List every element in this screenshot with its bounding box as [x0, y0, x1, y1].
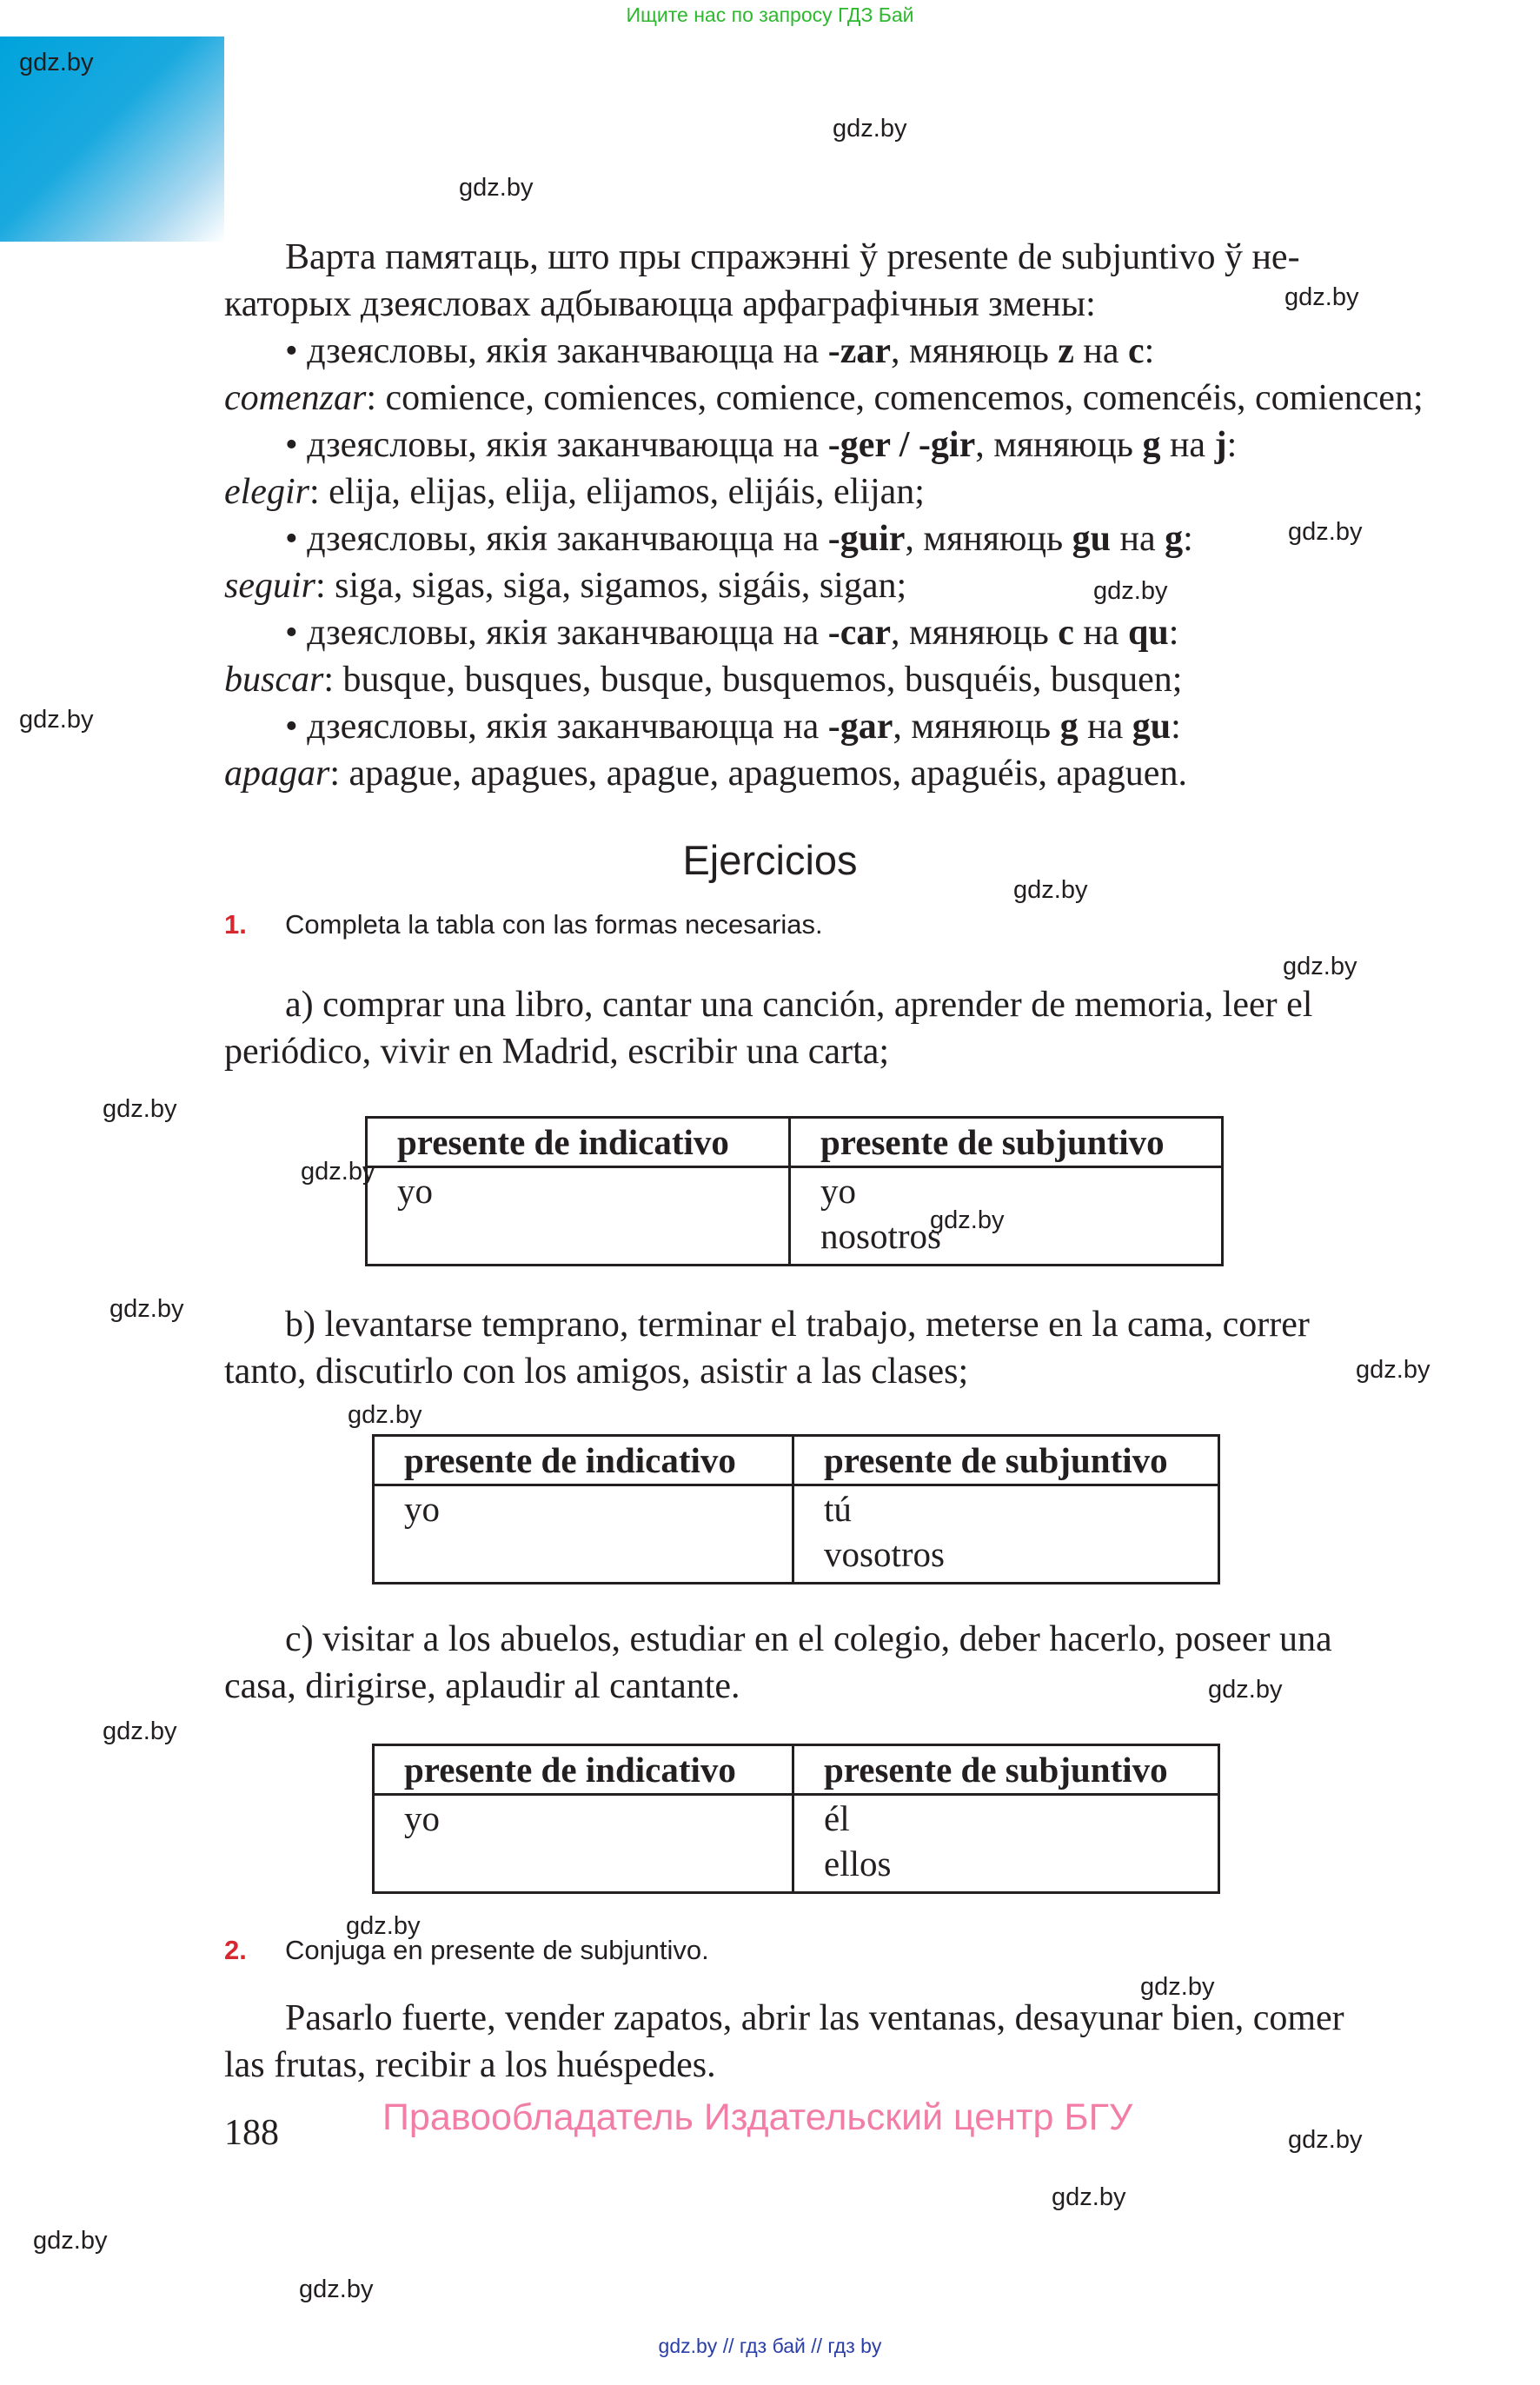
exercise-text: b) levantarse temprano, terminar el trabajo, meterse en la cama, correr [285, 1305, 1310, 1345]
task-instruction: Completa la tabla con las formas necesarias. [285, 909, 823, 940]
watermark: gdz.by [301, 1158, 375, 1186]
conjugation-table [372, 1434, 1220, 1584]
watermark: gdz.by [1208, 1676, 1283, 1704]
table-header: presente de indicativo [374, 1745, 793, 1795]
table-header: presente de subjuntivo [790, 1118, 1223, 1167]
rule-line: • дзеясловы, якія заканчваюцца на -zar, мяняюць z на c: [285, 331, 1155, 371]
watermark: gdz.by [103, 1717, 177, 1745]
section-title: Ejercicios [682, 837, 858, 883]
exercise-text: tanto, discutirlo con los amigos, asistir a las clases; [224, 1352, 969, 1392]
rule-example: elegir: elija, elijas, elija, elijamos, elijáis, elijan; [224, 472, 925, 512]
top-banner: Ищите нас по запросу ГДЗ Бай [626, 3, 914, 26]
bottom-banner: gdz.by // гдз бай // гдз by [658, 2335, 882, 2357]
watermark: gdz.by [833, 115, 907, 143]
exercise-text: periódico, vivir en Madrid, escribir una carta; [224, 1032, 890, 1072]
watermark: gdz.by [33, 2227, 108, 2255]
watermark: gdz.by [1093, 577, 1168, 605]
watermark: gdz.by [459, 174, 534, 202]
task-number: 1. [224, 909, 247, 940]
watermark: gdz.by [19, 706, 94, 734]
task-number: 2. [224, 1935, 247, 1965]
rule-example: apagar: apague, apagues, apague, apaguemos, apaguéis, apaguen. [224, 754, 1187, 794]
rule-line: • дзеясловы, якія заканчваюцца на -car, мяняюць c на qu: [285, 613, 1179, 653]
watermark: gdz.by [1140, 1973, 1215, 2001]
watermark: gdz.by [110, 1295, 184, 1323]
watermark: gdz.by [1283, 953, 1357, 980]
copyright-notice: Правообладатель Издательский центр БГУ [382, 2096, 1133, 2138]
page-number: 188 [224, 2113, 279, 2153]
watermark: gdz.by [1288, 518, 1363, 546]
watermark: gdz.by [348, 1401, 422, 1429]
watermark: gdz.by [1013, 876, 1088, 904]
exercise-text: las frutas, recibir a los huéspedes. [224, 2045, 716, 2085]
exercise-text: a) comprar una libro, cantar una canción, aprender de memoria, leer el [285, 985, 1313, 1025]
table-header: presente de indicativo [374, 1436, 793, 1485]
table-header: presente de subjuntivo [793, 1436, 1219, 1485]
table-cell: tú vosotros [793, 1485, 1219, 1584]
exercise-text: casa, dirigirse, aplaudir al cantante. [224, 1666, 740, 1706]
rule-example: seguir: siga, sigas, siga, sigamos, sigáis, sigan; [224, 566, 907, 606]
watermark: gdz.by [1052, 2183, 1126, 2211]
table-cell: yo [374, 1795, 793, 1893]
table-cell: yo [367, 1167, 790, 1266]
watermark: gdz.by [1284, 283, 1359, 311]
exercise-text: c) visitar a los abuelos, estudiar en el colegio, deber hacerlo, poseer una [285, 1619, 1332, 1659]
rule-example: comenzar: comience, comiences, comience, comencemos, comencéis, comiencen; [224, 378, 1424, 418]
intro-line: Варта памятаць, што пры спражэнні ў presente de subjuntivo ў не- [285, 237, 1300, 277]
watermark: gdz.by [346, 1912, 421, 1940]
watermark: gdz.by [299, 2275, 374, 2303]
watermark: gdz.by [1288, 2126, 1363, 2154]
table-header: presente de indicativo [367, 1118, 790, 1167]
conjugation-table [365, 1116, 1224, 1266]
conjugation-table [372, 1744, 1220, 1894]
rule-line: • дзеясловы, якія заканчваюцца на -ger / -gir, мяняюць g на j: [285, 425, 1238, 465]
watermark: gdz.by [930, 1206, 1005, 1234]
watermark: gdz.by [1356, 1356, 1430, 1384]
rule-line: • дзеясловы, якія заканчваюцца на -guir, мяняюць gu на g: [285, 519, 1193, 559]
intro-line: каторых дзеясловах адбываюцца арфаграфічныя змены: [224, 284, 1096, 324]
table-header: presente de subjuntivo [793, 1745, 1219, 1795]
rule-line: • дзеясловы, якія заканчваюцца на -gar, мяняюць g на gu: [285, 707, 1181, 747]
watermark: gdz.by [19, 49, 94, 76]
watermark: gdz.by [103, 1095, 177, 1123]
table-cell: yo nosotros [790, 1167, 1223, 1266]
table-cell: él ellos [793, 1795, 1219, 1893]
table-cell: yo [374, 1485, 793, 1584]
task-instruction: Conjuga en presente de subjuntivo. [285, 1935, 709, 1965]
rule-example: buscar: busque, busques, busque, busquemos, busquéis, busquen; [224, 660, 1183, 700]
exercise-text: Pasarlo fuerte, vender zapatos, abrir las ventanas, desayunar bien, comer [285, 1998, 1344, 2038]
